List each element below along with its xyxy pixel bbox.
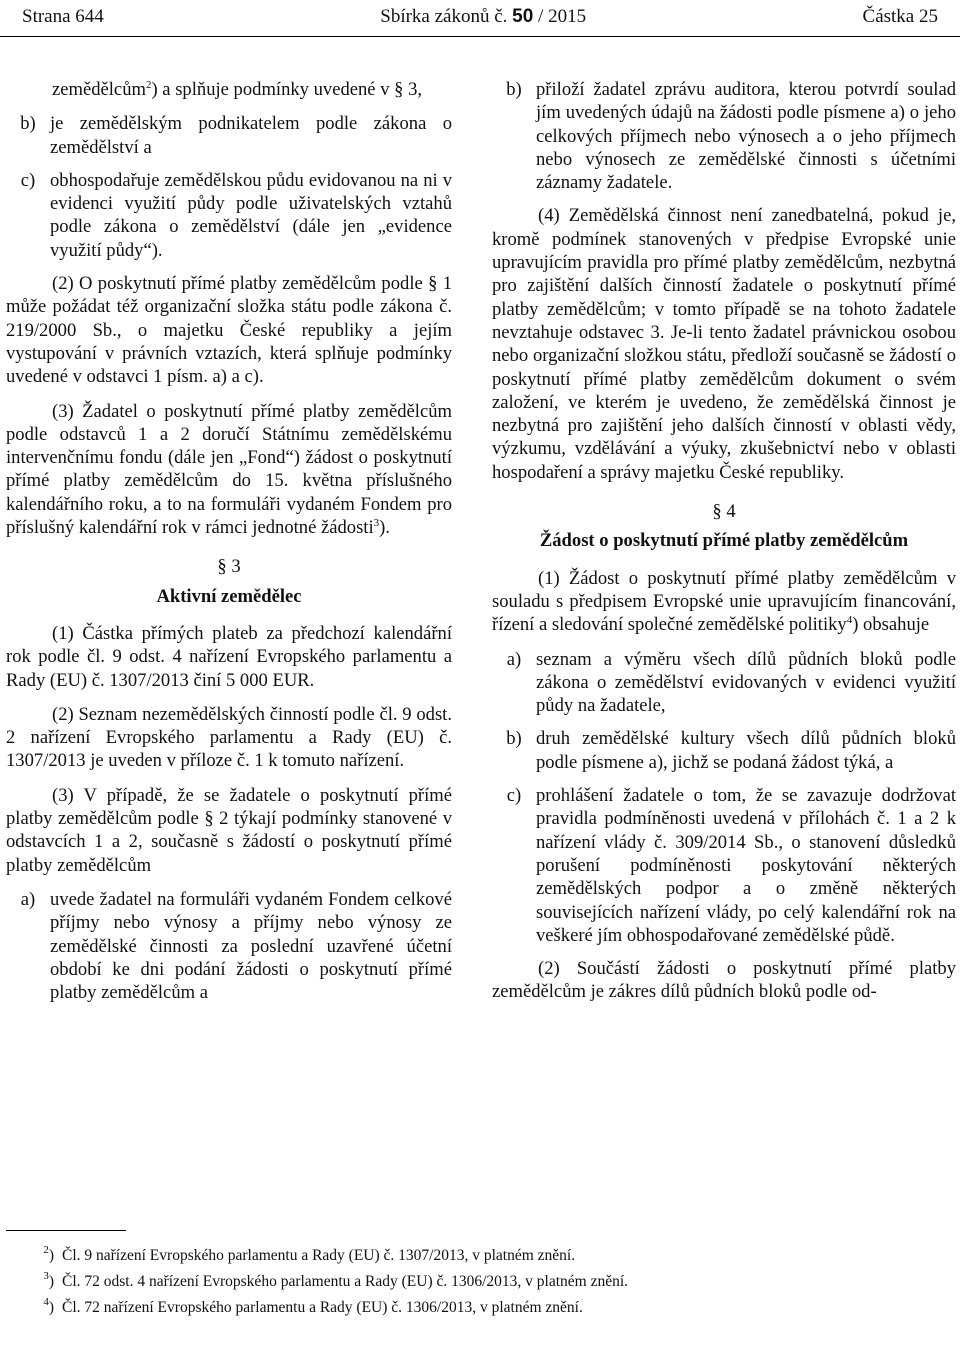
section-4-mark: § 4 [712,501,736,523]
section-4-title: Žádost o poskytnutí přímé platby zemědělcům [539,530,909,552]
collection-number: 50 [512,6,534,27]
list-item: b) druh zemědělské kultury všech dílů půdních bloků podle písmene a), jichž se podaná žádost týká, a [506,728,956,773]
page-header [22,0,938,34]
collection-year: / 2015 [538,6,587,27]
paragraph-2: (2) O poskytnutí přímé platby zemědělcům podle § 1 může požádat též organizační složka státu podle zákona č. 219/2000 Sb., o majetku České republiky a jejím vystupování v právních vztazích, která splňuje podmínky uvedené v odstavci 1 písm. a) a c). [6,273,452,388]
list-item: c) obhospodařuje zemědělskou půdu evidovanou na ni v evidenci využití půdy podle uživatelských vztahů podle zákona o zemědělství (dále jen „evidence využití půdy“). [20,169,452,261]
footnote-ref[interactable]: 3 [373,517,380,530]
footnote: $^4$) Čl. 72 nařízení Evropského parlamentu a Rady (EU) č. 1306/2013, v platném znění. [43,1296,583,1316]
left-column [6,78,452,1004]
part-number: Částka 25 [862,6,938,27]
footnote-ref[interactable]: 4 [846,614,853,627]
list-item: c) prohlášení žadatele o tom, že se zavazuje dodržovat pravidla podmíněnosti uvedená v přílohách č. 1 a 2 k nařízení vlády č. 309/2014 Sb., o stanovení důsledků porušení podmíněnosti poskytování některých zemědělských podpor a o změně některých souvisejících nařízení vlády, po celý kalendářní rok na veškeré jím obhospodařované zemědělské půdě. [506,785,956,946]
section-4-paragraph-1: (1) Žádost o poskytnutí přímé platby zemědělcům v souladu s předpisem Evropské unie upravujícím financování, řízení a sledování společné zemědělské politiky$^4$) obsahuje [492,567,956,636]
list-item: b) je zemědělským podnikatelem podle zákona o zemědělství a [20,113,452,158]
page-number: Strana 644 [22,6,104,27]
list-item: b) přiloží žadatel zprávu auditora, kterou potvrdí soulad jím uvedených údajů na žádosti podle písmene a) o jeho celkových příjmech nebo výnosech a o jeho příjmech nebo výnosech ze zemědělské činnosti s účetními záznamy žadatele. [506,79,956,194]
section-3-paragraph-3: (3) V případě, že se žadatele o poskytnutí přímé platby zemědělcům podle § 2 týkají podmínky stanovené v odstavcích 1 a 2, současně s žádostí o poskytnutí přímé platby zemědělcům [6,784,452,876]
footnote: $^2$) Čl. 9 nařízení Evropského parlamentu a Rady (EU) č. 1307/2013, v platném znění. [43,1244,576,1264]
paragraph-3: (3) Žadatel o poskytnutí přímé platby zemědělcům podle odstavců 1 a 2 doručí Státnímu zemědělskému intervenčnímu fondu (dále jen „Fond“) žádost o poskytnutí přímé platby zemědělcům do 15. května příslušného kalendářního roku, a to na formuláři vydaném Fondem pro příslušný kalendářní rok v rámci jednotné žádosti$^3$). [6,400,452,539]
footnote: $^3$) Čl. 72 odst. 4 nařízení Evropského parlamentu a Rady (EU) č. 1306/2013, v platném znění. [43,1270,629,1290]
list-item: a) uvede žadatel na formuláři vydaném Fondem celkové příjmy nebo výnosy a příjmy nebo výnosy ze zemědělské činnosti za poslední uzavřené účetní období ke dni podání žádosti o poskytnutí přímé platby zemědělcům a [20,888,452,1004]
right-column [492,78,956,1015]
footnote-rule [6,1230,126,1231]
list-item: a) seznam a výměru všech dílů půdních bloků podle zákona o zemědělství evidovaných v evidenci využití půdy na žadatele, [506,648,956,717]
section-3-mark: § 3 [217,556,241,578]
section-3-title: Aktivní zemědělec [156,585,302,607]
collection-title [380,6,586,28]
section-4-paragraph-2: (2) Součástí žádosti o poskytnutí přímé platby zemědělcům je zákres dílů půdních bloků podle od- [492,958,956,1003]
paragraph-continuation: zemědělcům$^2$) a splňuje podmínky uvedené v § 3, [52,79,423,100]
footnote-ref[interactable]: 2 [145,79,152,91]
collection-prefix: Sbírka zákonů č. [380,6,508,27]
footnotes [6,1230,954,1321]
header-rule [0,36,960,37]
paragraph-4: (4) Zemědělská činnost není zanedbatelná, pokud je, kromě podmínek stanovených v předpise Evropské unie upravujícím pravidla pro přímé platby zemědělcům, nezbytná pro zajištění dalších činností žadatele o poskytnutí přímé platby zemědělcům; v tomto případě se na tohoto žadatele nevztahuje odstavec 3. Je-li tento žadatel právnickou osobou nebo organizační složkou státu, předloží současně se žádostí o poskytnutí přímé platby zemědělcům dokument o svém založení, ve kterém je uvedeno, že zemědělská činnost je nezbytná pro zajištění jeho dalších činností v oblasti vědy, výzkumu, vzdělávání a výuky, zkušebnictví nebo v oblasti hospodaření a správy majetku České republiky. [492,205,956,483]
section-3-paragraph-2: (2) Seznam nezemědělských činností podle čl. 9 odst. 2 nařízení Evropského parlamentu a Rady (EU) č. 1307/2013 je uveden v příloze č. 1 k tomuto nařízení. [6,703,452,772]
section-3-paragraph-1: (1) Částka přímých plateb za předchozí kalendářní rok podle čl. 9 odst. 4 nařízení Evropského parlamentu a Rady (EU) č. 1307/2013 činí 5 000 EUR. [6,622,452,691]
